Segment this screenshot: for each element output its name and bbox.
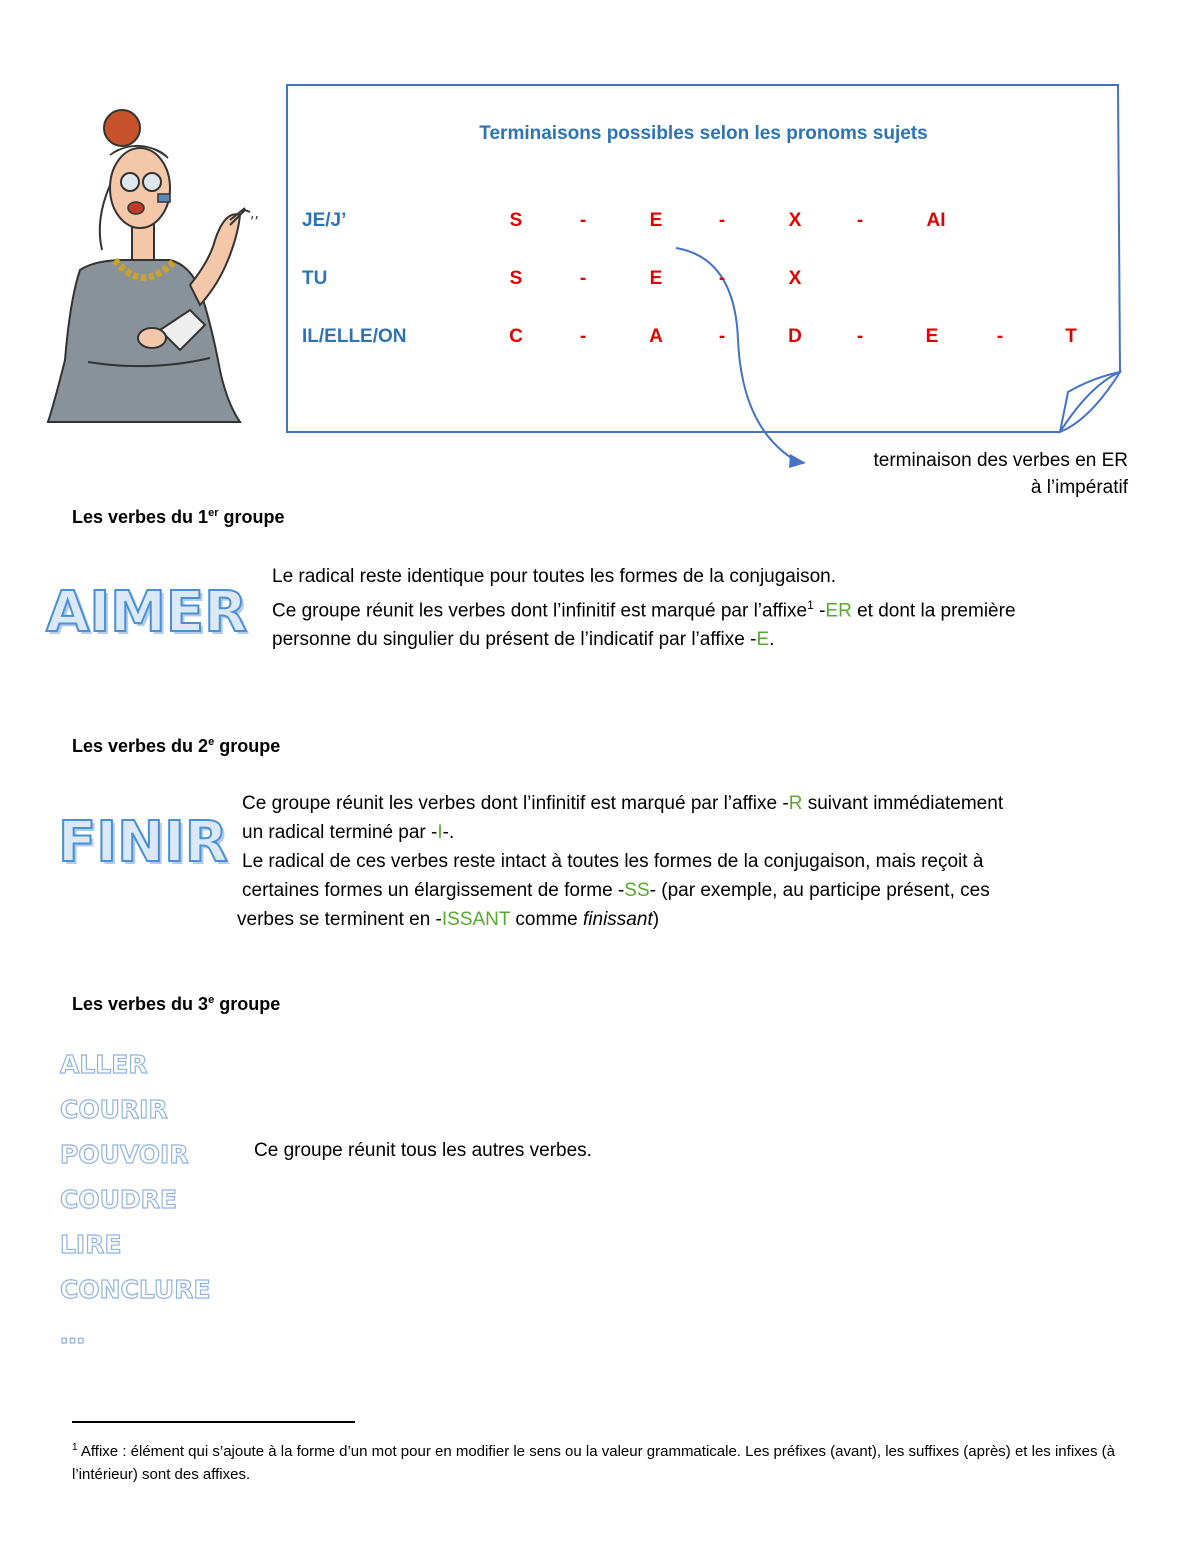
ending-cell: - [579, 326, 587, 347]
group3-heading: Les verbes du 3e groupe [72, 994, 281, 1014]
group3-example-word: LIRE [60, 1230, 122, 1259]
endings-box-frame [0, 0, 1200, 500]
group2-heading: Les verbes du 2e groupe [72, 736, 281, 756]
group3-example-word: ALLER [60, 1050, 148, 1079]
svg-text:,,: ,, [250, 206, 259, 222]
ending-cell: D [788, 326, 802, 347]
group3-example-word: … [60, 1320, 85, 1349]
ending-cell: - [718, 268, 726, 289]
group2-description: Ce groupe réunit les verbes dont l’infinitif est marqué par l’affixe -R suivant immédiatement un radical terminé par -I-. Le radical de ces verbes reste intact à toutes les formes de la conjugaison, mais reçoit à certaines formes un élargissement de forme -SS- (par exemple, au participe présent, ces verbes se terminent en -ISSANT comme finissant) [237, 793, 1004, 930]
ending-cell: - [996, 326, 1004, 347]
ending-cell: E [649, 210, 663, 231]
endings-box-title: Terminaisons possibles selon les pronoms sujets [479, 123, 928, 144]
ending-cell: AI [926, 210, 946, 231]
ending-cell: - [856, 210, 864, 231]
pronoun-tu: TU [302, 268, 328, 289]
ending-cell: E [649, 268, 663, 289]
group3-example-word: COUDRE [60, 1185, 177, 1214]
ending-cell: X [788, 268, 802, 289]
group1-example-word: AIMER [46, 580, 248, 645]
ending-cell: S [509, 268, 523, 289]
ending-cell: - [579, 210, 587, 231]
footnote-separator [72, 1421, 355, 1423]
ending-cell: S [509, 210, 523, 231]
group3-example-word: CONCLURE [60, 1275, 211, 1304]
pronoun-il-elle-on: IL/ELLE/ON [302, 326, 407, 347]
group3-description: Ce groupe réunit tous les autres verbes. [254, 1140, 592, 1161]
ending-cell: - [579, 268, 587, 289]
group3-example-word: COURIR [60, 1095, 168, 1124]
imperative-note-line2: à l’impératif [1030, 477, 1128, 498]
group2-example-word: FINIR [58, 810, 228, 875]
footnote: $^1$ Affixe : élément qui s’ajoute à la forme d’un mot pour en modifier le sens ou la valeur grammaticale. Les préfixes (avant), les suffixes (après) et les infixes (à l’intérieur) sont des affixes. [72, 1442, 1116, 1483]
ending-cell: X [788, 210, 802, 231]
group1-description: Le radical reste identique pour toutes les formes de la conjugaison. Ce groupe réunit les verbes dont l’infinitif est marqué par l’affixe$^1$ -ER et dont la première personne du singulier du présent de l’indicatif par l’affixe -E. [272, 566, 1016, 651]
ending-cell: - [718, 326, 726, 347]
group3-example-list [60, 1042, 211, 1357]
group3-example-word: POUVOIR [60, 1140, 189, 1169]
ending-cell: C [509, 326, 523, 347]
ending-cell: E [925, 326, 939, 347]
ending-cell: - [718, 210, 726, 231]
imperative-note-line1: terminaison des verbes en ER [873, 450, 1128, 471]
ending-cell: T [1065, 326, 1077, 347]
group1-heading: Les verbes du 1er groupe [72, 507, 285, 527]
ending-cell: - [856, 326, 864, 347]
pronoun-je: JE/J’ [302, 210, 347, 231]
ending-cell: A [649, 326, 663, 347]
